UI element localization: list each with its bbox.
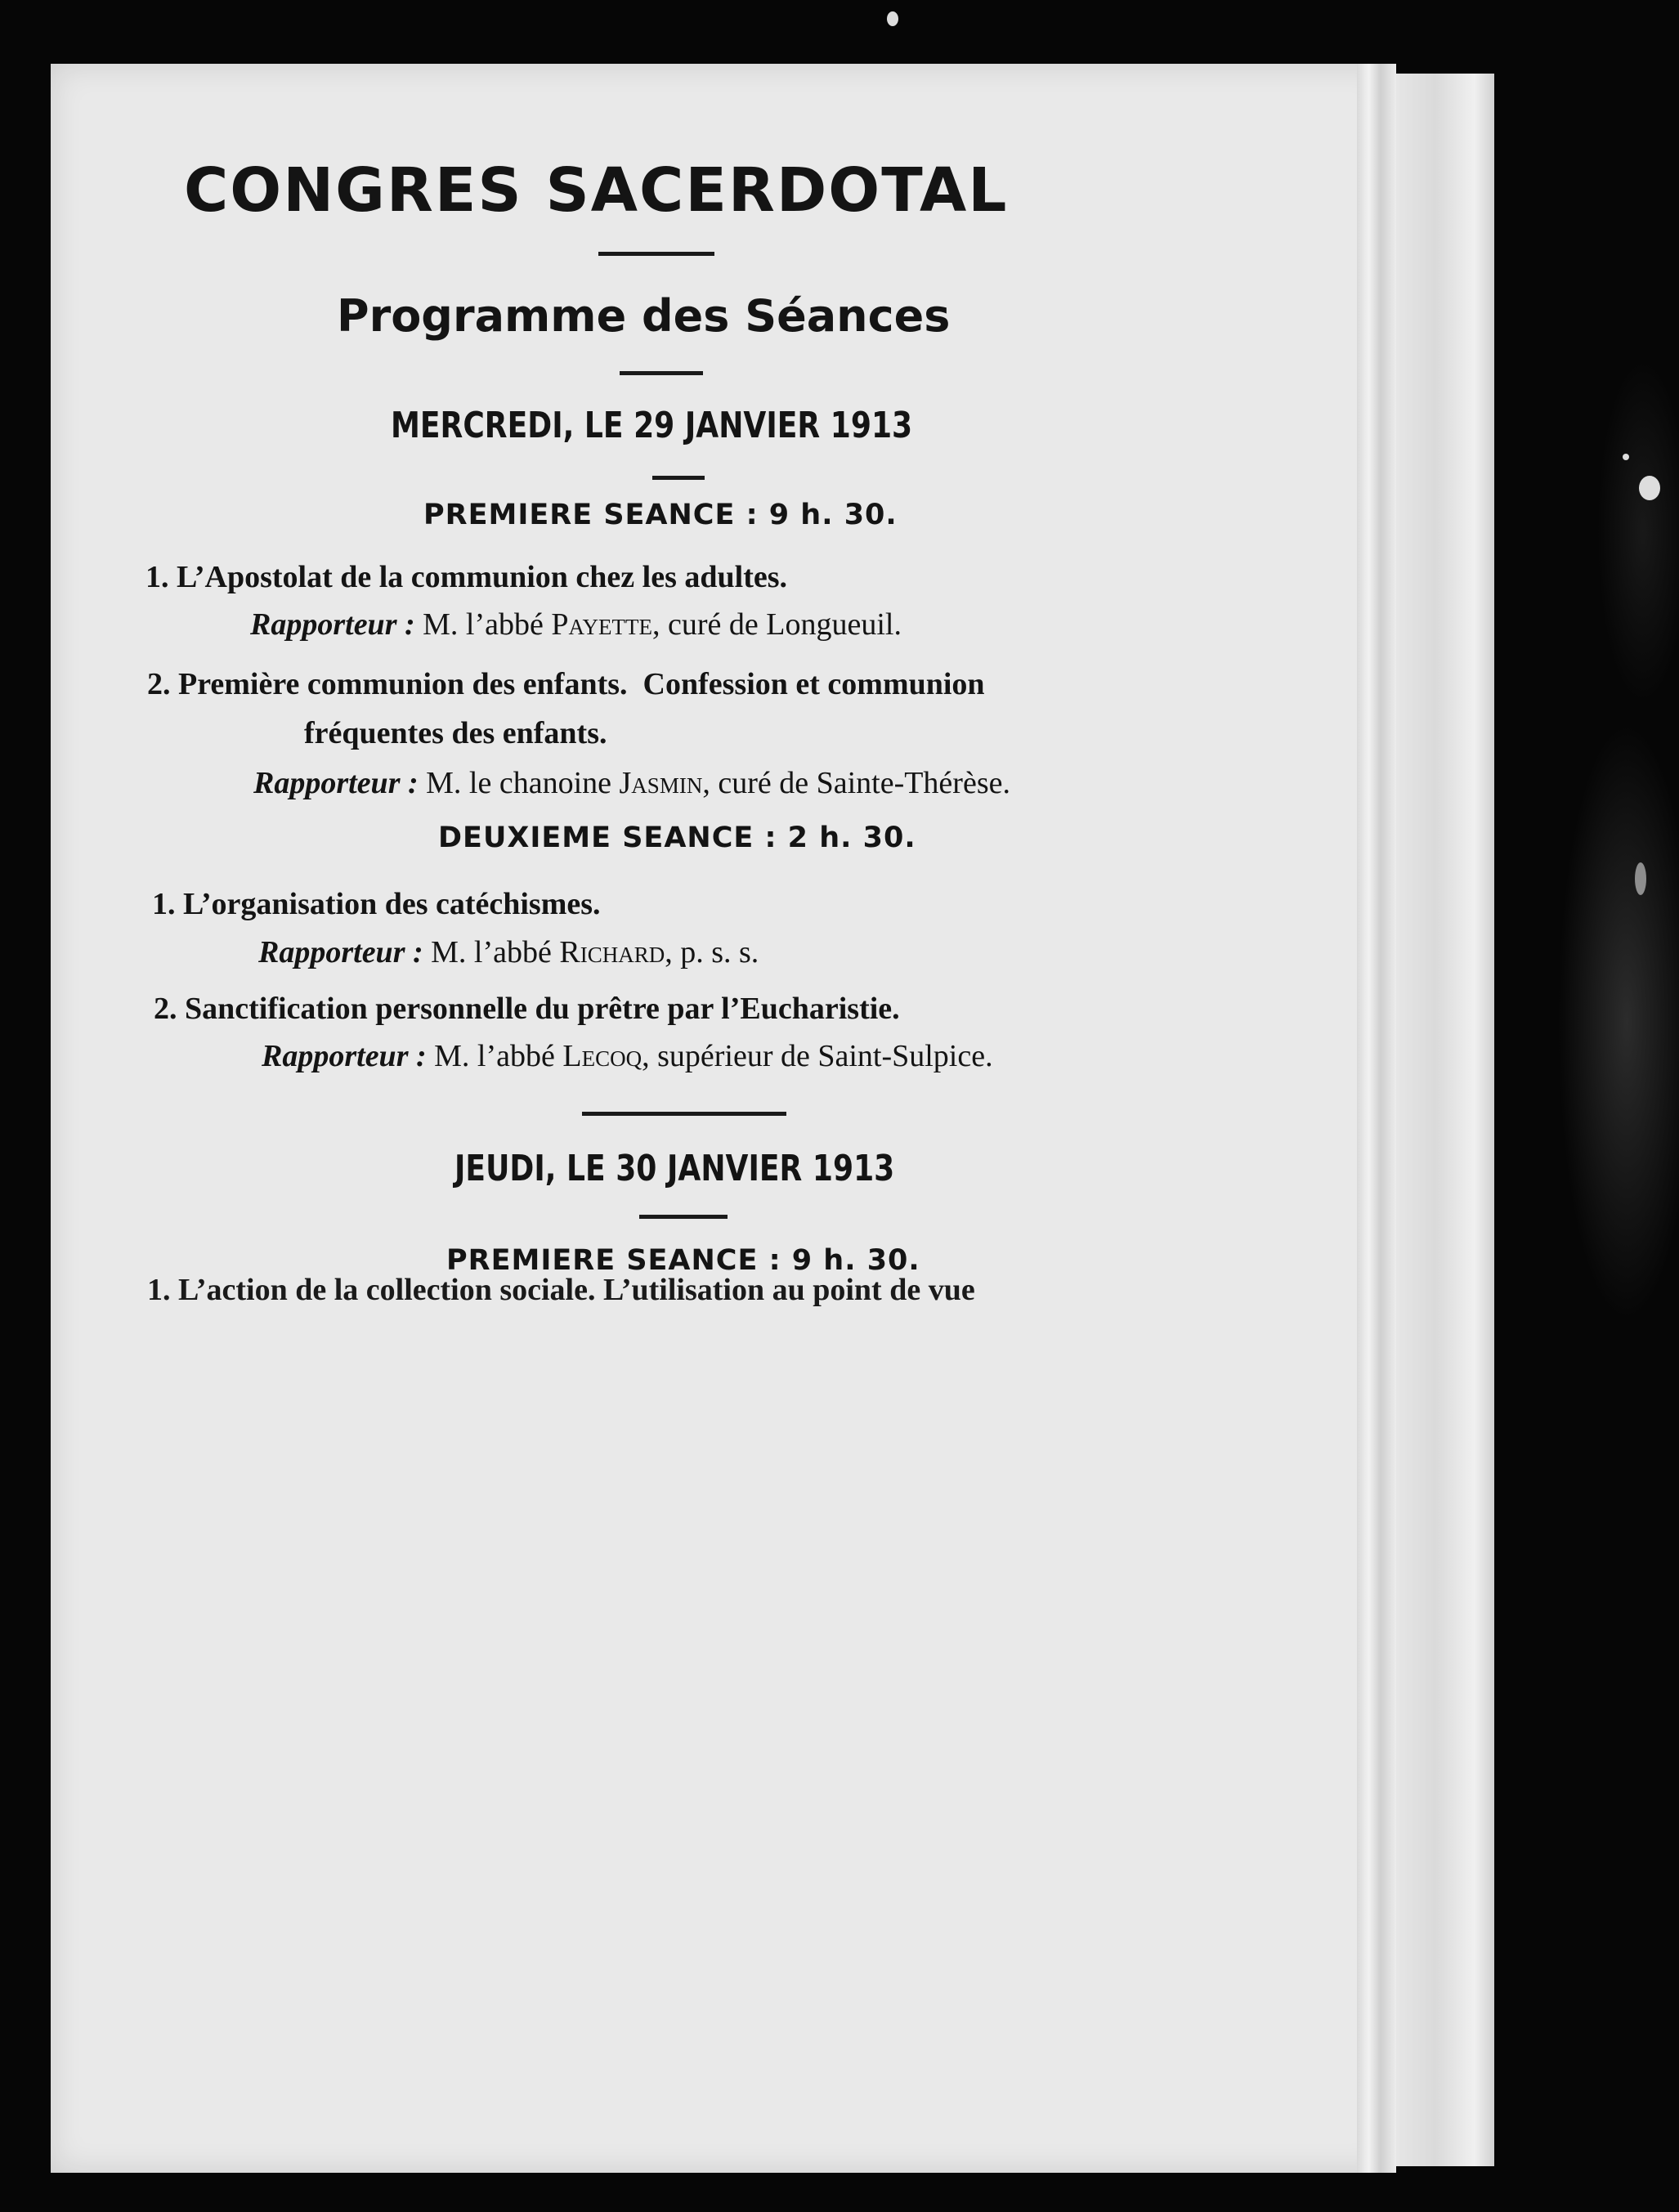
rapporteur-name: Payette (551, 607, 652, 642)
rapporteur-label: Rapporteur : (262, 1039, 427, 1073)
document-subtitle: Programme des Séances (337, 290, 951, 342)
day-separator-rule (582, 1112, 786, 1116)
item-topic: Sanctification personnelle du prêtre par l’Eucharistie. (185, 992, 900, 1026)
rapporteur-role: , p. s. s. (665, 935, 759, 969)
rapporteur-prefix: M. l’abbé (434, 1039, 555, 1073)
rapporteur-name: Richard (559, 935, 665, 969)
item-topic-continued: fréquentes des enfants. (304, 716, 607, 750)
rapporteur-line (258, 934, 759, 970)
item-number: 1. (152, 887, 176, 921)
item-topic: L’Apostolat de la communion chez les adultes. (177, 560, 788, 594)
document-title: CONGRES SACERDOTAL (184, 155, 1009, 226)
rapporteur-label: Rapporteur : (253, 766, 419, 800)
rapporteur-line (250, 607, 902, 643)
rapporteur-prefix: M. l’abbé (431, 935, 552, 969)
item-number: 2. (154, 992, 177, 1026)
rapporteur-prefix: M. le chanoine (426, 766, 612, 800)
agenda-item (154, 991, 900, 1027)
rapporteur-label: Rapporteur : (250, 607, 415, 642)
day-rule (639, 1215, 728, 1219)
page-edge-shadow (1396, 74, 1494, 2166)
dust-speck (1635, 862, 1646, 895)
agenda-item (146, 559, 787, 595)
rapporteur-label: Rapporteur : (258, 935, 423, 969)
session-heading: DEUXIEME SEANCE : 2 h. 30. (438, 822, 916, 854)
rapporteur-line (262, 1038, 993, 1074)
rapporteur-role: , supérieur de Saint-Sulpice. (642, 1039, 993, 1073)
dust-speck (1639, 476, 1660, 500)
agenda-item (152, 886, 601, 922)
truncated-line (147, 1273, 1210, 1311)
document-page (51, 64, 1391, 2173)
truncated-line-text: 1. L’action de la collection sociale. L’utilisation au point de vue (147, 1273, 975, 1307)
rapporteur-name: Lecoq (562, 1039, 642, 1073)
rapporteur-role: , curé de Sainte-Thérèse. (702, 766, 1010, 800)
day-rule (652, 476, 705, 480)
session-heading: PREMIERE SEANCE : 9 h. 30. (446, 1244, 920, 1277)
day-heading: MERCREDI, LE 29 JANVIER 1913 (391, 405, 913, 446)
page-edge (1357, 64, 1396, 2173)
title-rule (598, 252, 714, 256)
item-number: 1. (146, 560, 169, 594)
item-topic: Première communion des enfants. Confession et communion (178, 667, 985, 701)
agenda-item (147, 666, 985, 702)
subtitle-rule (620, 371, 703, 375)
rapporteur-role: , curé de Longueuil. (652, 607, 902, 642)
rapporteur-prefix: M. l’abbé (423, 607, 544, 642)
day-heading: JEUDI, LE 30 JANVIER 1913 (454, 1148, 895, 1189)
rapporteur-name: Jasmin (619, 766, 703, 800)
rapporteur-line (253, 765, 1010, 801)
dust-speck (887, 11, 898, 26)
dust-speck (1623, 454, 1629, 460)
item-topic: L’organisation des catéchismes. (183, 887, 601, 921)
item-number: 2. (147, 667, 171, 701)
session-heading: PREMIERE SEANCE : 9 h. 30. (423, 499, 898, 531)
